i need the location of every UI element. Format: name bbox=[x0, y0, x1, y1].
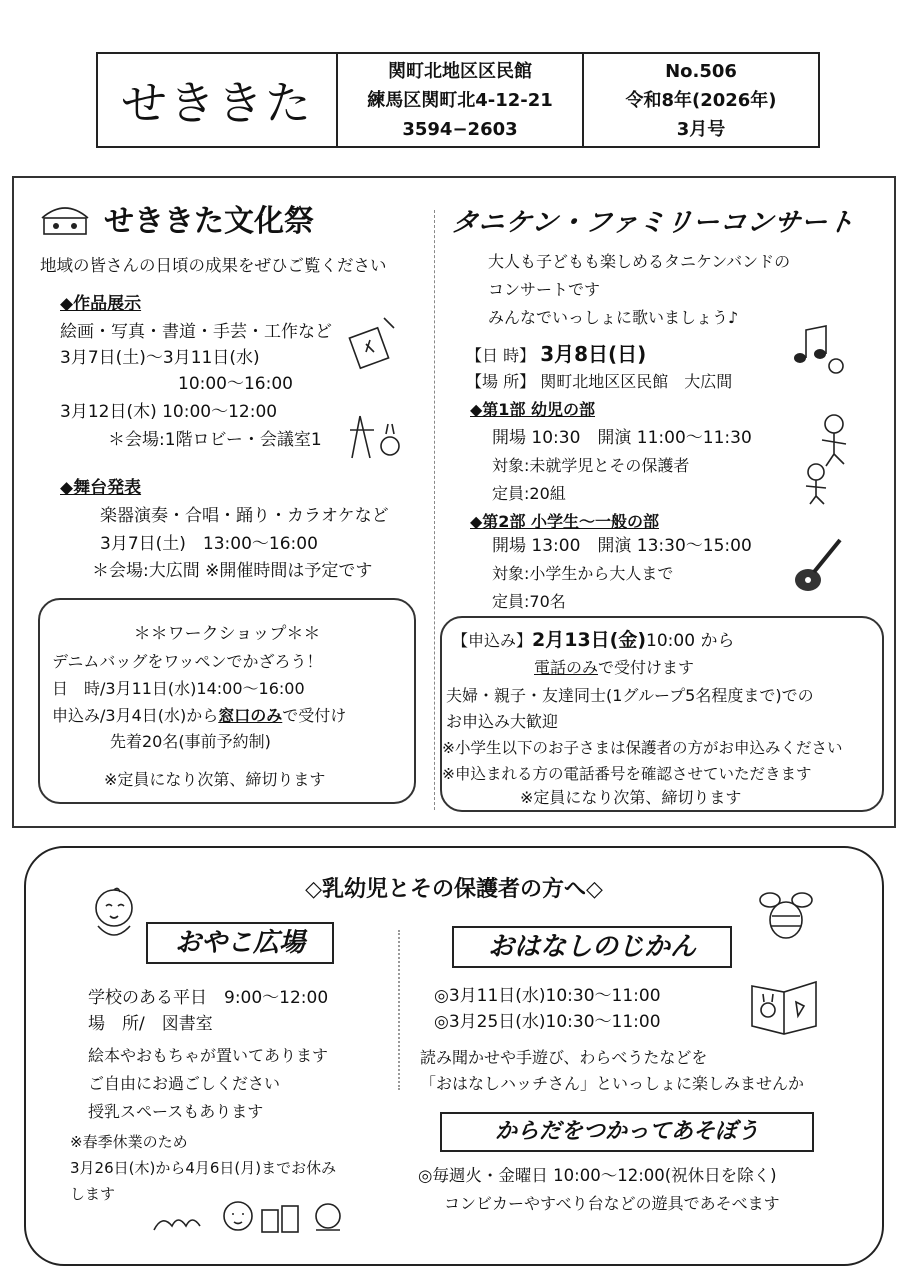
apply-line-3: 夫婦・親子・友達同士(1グループ5名程度まで)での bbox=[446, 686, 814, 705]
part1-capacity: 定員:20組 bbox=[492, 484, 566, 503]
workshop-line-4: 先着20名(事前予約制) bbox=[110, 732, 271, 751]
masthead bbox=[96, 52, 820, 148]
exhibit-date-2: 3月12日(木) 10:00～12:00 bbox=[60, 402, 278, 422]
festival-intro: 地域の皆さんの日頃の成果をぜひご覧ください bbox=[40, 256, 387, 275]
infants-divider bbox=[398, 930, 400, 1090]
part2-capacity: 定員:70名 bbox=[492, 592, 566, 611]
oyako-note-3: します bbox=[70, 1185, 116, 1203]
infants-heading: ◇乳幼児とその保護者の方へ◇ bbox=[305, 877, 603, 902]
festival-title: せききた文化祭 bbox=[104, 204, 314, 239]
exhibit-time-1: 10:00～16:00 bbox=[178, 374, 293, 394]
guitar-icon bbox=[790, 534, 848, 598]
part2-time: 開場 13:00 開演 13:30～15:00 bbox=[492, 536, 752, 556]
workshop-line-1: デニムバッグをワッペンでかざろう！ bbox=[52, 652, 323, 671]
exhibit-items: 絵画・写真・書道・手芸・工作など bbox=[60, 322, 332, 342]
part1-time: 開場 10:30 開演 11:00～11:30 bbox=[492, 428, 752, 448]
workshop-line-3: 申込み/3月4日(水)から窓口のみで受付け bbox=[52, 706, 347, 725]
workshop-line-2: 日 時/3月11日(水)14:00～16:00 bbox=[52, 679, 305, 698]
concert-title: タニケン・ファミリーコンサート bbox=[449, 208, 857, 238]
masthead-title-cell bbox=[98, 54, 338, 146]
masthead-facility-cell bbox=[338, 54, 584, 146]
music-notes-icon bbox=[790, 322, 846, 378]
exhibit-date-1: 3月7日(土)～3月11日(水) bbox=[60, 348, 260, 368]
apply-date-row: 【申込み】2月13日(金)10:00 から bbox=[452, 629, 735, 651]
calligraphy-icon bbox=[344, 314, 400, 374]
apply-note-1: ※小学生以下のお子さまは保護者の方がお申込みください bbox=[442, 739, 843, 757]
stage-heading: ◆舞台発表 bbox=[60, 478, 142, 498]
part2-target: 対象:小学生から大人まで bbox=[492, 564, 674, 583]
dancing-children-icon bbox=[798, 410, 858, 506]
oyako-note-1: ※春季休業のため bbox=[70, 1133, 188, 1151]
oyako-desc-2: ご自由にお過ごしください bbox=[88, 1074, 281, 1093]
facility-phone: 3594−2603 bbox=[402, 118, 518, 140]
masthead-issue-cell bbox=[584, 54, 818, 146]
workshop-line-5: ※定員になり次第、締切ります bbox=[104, 770, 326, 789]
issue-month: 3月号 bbox=[676, 118, 726, 140]
facility-address: 練馬区関町北4-12-21 bbox=[367, 89, 553, 111]
apply-note-2: ※申込まれる方の電話番号を確認させていただきます bbox=[442, 765, 812, 783]
story-desc-2: 「おはなしハッチさん」といっしょに楽しみませんか bbox=[420, 1074, 805, 1093]
exhibit-heading: ◆作品展示 bbox=[60, 294, 142, 314]
play-desc: コンビカーやすべり台などの遊具であそべます bbox=[444, 1194, 780, 1213]
stage-items: 楽器演奏・合唱・踊り・カラオケなど bbox=[100, 506, 389, 526]
story-desc-1: 読み聞かせや手遊び、わらべうたなどを bbox=[420, 1048, 708, 1067]
festival-stage-icon bbox=[36, 196, 94, 240]
oyako-desc-3: 授乳スペースもあります bbox=[88, 1102, 264, 1121]
oyako-desc-1: 絵本やおもちゃが置いてあります bbox=[88, 1046, 329, 1065]
baby-icon bbox=[84, 886, 146, 946]
story-title: おはなしのじかん bbox=[452, 926, 732, 968]
play-schedule: ◎毎週火・金曜日 10:00～12:00(祝休日を除く) bbox=[418, 1166, 777, 1185]
stage-venue: ＊会場:大広間 ※開催時間は予定です bbox=[92, 561, 373, 581]
issue-number: No.506 bbox=[665, 60, 737, 82]
apply-note-3: ※定員になり次第、締切ります bbox=[520, 788, 742, 807]
oyako-hours: 学校のある平日 9:00～12:00 bbox=[88, 988, 329, 1008]
workshop-heading: ＊＊ワークショップ＊＊ bbox=[133, 624, 321, 644]
exhibit-venue: ＊会場:1階ロビー・会議室1 bbox=[108, 430, 322, 450]
concert-date-row: 【日 時】 3月8日(日) bbox=[466, 342, 647, 366]
concert-place-row: 【場 所】 関町北地区区民館 大広間 bbox=[466, 372, 733, 391]
column-divider bbox=[434, 210, 435, 810]
concert-intro-2: コンサートです bbox=[488, 280, 601, 299]
play-title: からだをつかってあそぼう bbox=[440, 1112, 814, 1152]
oyako-title: おやこ広場 bbox=[146, 922, 334, 964]
easel-icon bbox=[346, 410, 406, 462]
toys-icon bbox=[150, 1196, 360, 1240]
concert-intro-1: 大人も子どもも楽しめるタニケンバンドの bbox=[488, 252, 791, 271]
story-date-1: ◎3月11日(水)10:30～11:00 bbox=[434, 986, 661, 1006]
issue-year: 令和8年(2026年) bbox=[625, 89, 777, 111]
oyako-note-2: 3月26日(木)から4月6日(月)までお休み bbox=[70, 1159, 337, 1177]
apply-phone-row: 電話のみで受付けます bbox=[534, 658, 695, 677]
concert-intro-3: みんなでいっしょに歌いましょう♪ bbox=[488, 308, 739, 327]
picture-book-icon bbox=[748, 976, 820, 1036]
part1-heading: ◆第1部 幼児の部 bbox=[470, 400, 596, 419]
apply-line-4: お申込み大歓迎 bbox=[446, 712, 559, 731]
story-date-2: ◎3月25日(水)10:30～11:00 bbox=[434, 1012, 661, 1032]
bee-icon bbox=[756, 886, 816, 946]
facility-name: 関町北地区区民館 bbox=[388, 60, 532, 82]
stage-date: 3月7日(土) 13:00～16:00 bbox=[100, 534, 318, 554]
oyako-place: 場 所/ 図書室 bbox=[88, 1014, 213, 1034]
newsletter-title: せききた bbox=[121, 76, 313, 130]
part1-target: 対象:未就学児とその保護者 bbox=[492, 456, 690, 475]
part2-heading: ◆第2部 小学生～一般の部 bbox=[470, 512, 660, 531]
